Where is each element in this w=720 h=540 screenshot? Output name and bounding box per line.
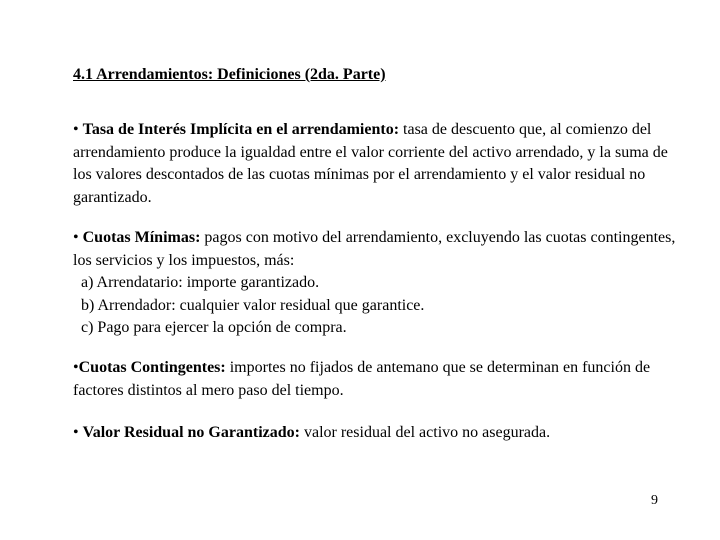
- subitem-opcion-compra: c) Pago para ejercer la opción de compra.: [81, 319, 347, 336]
- slide-title: 4.1 Arrendamientos: Definiciones (2da. Parte): [73, 66, 386, 83]
- bullet: •: [73, 121, 79, 138]
- term-label: Tasa de Interés Implícita en el arrendamiento:: [82, 121, 400, 138]
- definition-text: pagos con motivo del arrendamiento, excluyendo las cuotas contingentes, los servicios y los impuestos, más:: [73, 229, 676, 269]
- definition-tasa-interes: [73, 119, 683, 209]
- bullet: •: [73, 229, 79, 246]
- bullet: •: [73, 359, 79, 376]
- definition-cuotas-minimas: [73, 227, 683, 340]
- definition-text: valor residual del activo no asegurada.: [303, 424, 551, 441]
- term-label: Cuotas Contingentes:: [78, 359, 226, 376]
- definition-text: tasa de descuento que, al comienzo del arrendamiento produce la igualdad entre el valor corriente del activo arrendado, y la suma de los valores descontados de las cuotas mínimas por el arrendamiento y el valor residual no garantizado.: [73, 121, 668, 206]
- term-label: Cuotas Mínimas:: [82, 229, 201, 246]
- subitem-arrendador: b) Arrendador: cualquier valor residual que garantice.: [81, 296, 425, 314]
- definition-text: importes no fijados de antemano que se determinan en función de factores distintos al mero paso del tiempo.: [73, 359, 651, 399]
- definition-valor-residual: [73, 422, 683, 445]
- bullet: •: [73, 424, 79, 441]
- definition-cuotas-contingentes: [73, 357, 683, 402]
- subitem-arrendatario: a) Arrendatario: importe garantizado.: [81, 274, 320, 291]
- term-label: Valor Residual no Garantizado:: [82, 424, 300, 441]
- page-number: 9: [651, 493, 658, 508]
